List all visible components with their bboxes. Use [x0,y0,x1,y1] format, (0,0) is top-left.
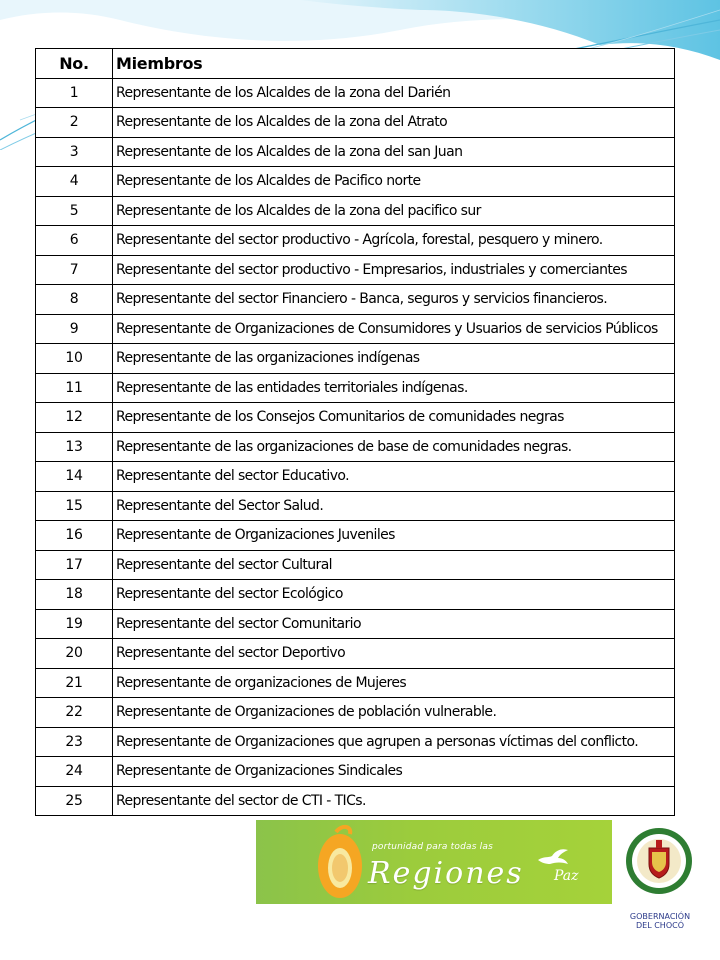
choco-department-seal-icon [624,826,694,896]
table-row [36,580,675,610]
row-number: 21 [36,668,113,698]
row-member: Representante del sector Deportivo [113,639,675,669]
row-number: 18 [36,580,113,610]
row-member: Representante de los Consejos Comunitarios de comunidades negras [113,403,675,433]
row-member: Representante de los Alcaldes de la zona del pacifico sur [113,196,675,226]
row-member: Representante de Organizaciones Juveniles [113,521,675,551]
table-row [36,786,675,816]
row-number: 17 [36,550,113,580]
row-number: 4 [36,167,113,197]
row-member: Representante de los Alcaldes de la zona del Atrato [113,108,675,138]
row-member: Representante del sector Comunitario [113,609,675,639]
banner-slogan: portunidad para todas las [372,842,493,852]
row-member: Representante del Sector Salud. [113,491,675,521]
table-row [36,167,675,197]
row-member: Representante del sector Ecológico [113,580,675,610]
row-number: 1 [36,78,113,108]
row-member: Representante de los Alcaldes de Pacifico norte [113,167,675,197]
row-number: 9 [36,314,113,344]
members-table [35,48,675,816]
table-row [36,550,675,580]
row-number: 11 [36,373,113,403]
members-table-container [35,48,675,816]
table-row [36,344,675,374]
row-member: Representante del sector productivo - Agrícola, forestal, pesquero y minero. [113,226,675,256]
table-row [36,491,675,521]
banner-white-strip [256,904,612,930]
table-row [36,403,675,433]
row-number: 8 [36,285,113,315]
row-number: 2 [36,108,113,138]
row-number: 15 [36,491,113,521]
table-row [36,314,675,344]
row-number: 14 [36,462,113,492]
row-number: 24 [36,757,113,787]
gobernacion-label [608,912,712,930]
table-row [36,462,675,492]
column-header-members: Miembros [113,49,675,79]
row-member: Representante de los Alcaldes de la zona del Darién [113,78,675,108]
dove-icon [536,846,570,868]
row-number: 13 [36,432,113,462]
table-row [36,727,675,757]
table-row [36,108,675,138]
column-header-number: No. [36,49,113,79]
row-member: Representante de los Alcaldes de la zona del san Juan [113,137,675,167]
table-row [36,432,675,462]
row-member: Representante del sector de CTI - TICs. [113,786,675,816]
table-row [36,137,675,167]
row-member: Representante de las entidades territoriales indígenas. [113,373,675,403]
row-number: 22 [36,698,113,728]
row-member: Representante del sector Financiero - Banca, seguros y servicios financieros. [113,285,675,315]
table-row [36,609,675,639]
row-number: 5 [36,196,113,226]
banner-paz-wordmark: Paz [554,868,579,884]
row-member: Representante del sector productivo - Empresarios, industriales y comerciantes [113,255,675,285]
row-member: Representante de Organizaciones que agrupen a personas víctimas del conflicto. [113,727,675,757]
table-row [36,757,675,787]
row-member: Representante de Organizaciones Sindicales [113,757,675,787]
gobernacion-line-2: DEL CHOCÓ [636,921,684,930]
row-member: Representante del sector Educativo. [113,462,675,492]
table-header-row [36,49,675,79]
row-member: Representante de las organizaciones de base de comunidades negras. [113,432,675,462]
regiones-o-logo-icon [312,824,368,904]
table-row [36,285,675,315]
table-row [36,226,675,256]
row-member: Representante de Organizaciones de Consumidores y Usuarios de servicios Públicos [113,314,675,344]
row-number: 20 [36,639,113,669]
row-member: Representante de Organizaciones de población vulnerable. [113,698,675,728]
table-row [36,668,675,698]
row-number: 10 [36,344,113,374]
row-number: 7 [36,255,113,285]
row-number: 23 [36,727,113,757]
row-number: 19 [36,609,113,639]
row-member: Representante de organizaciones de Mujeres [113,668,675,698]
table-row [36,196,675,226]
row-number: 12 [36,403,113,433]
table-row [36,639,675,669]
footer-banner [256,820,720,930]
row-number: 3 [36,137,113,167]
row-number: 25 [36,786,113,816]
row-member: Representante del sector Cultural [113,550,675,580]
row-number: 6 [36,226,113,256]
table-row [36,698,675,728]
row-member: Representante de las organizaciones indígenas [113,344,675,374]
table-row [36,255,675,285]
gobernacion-line-1: GOBERNACIÓN [629,912,691,921]
table-row [36,78,675,108]
table-row [36,373,675,403]
row-number: 16 [36,521,113,551]
table-row [36,521,675,551]
banner-regiones-wordmark: Regiones [368,856,524,891]
